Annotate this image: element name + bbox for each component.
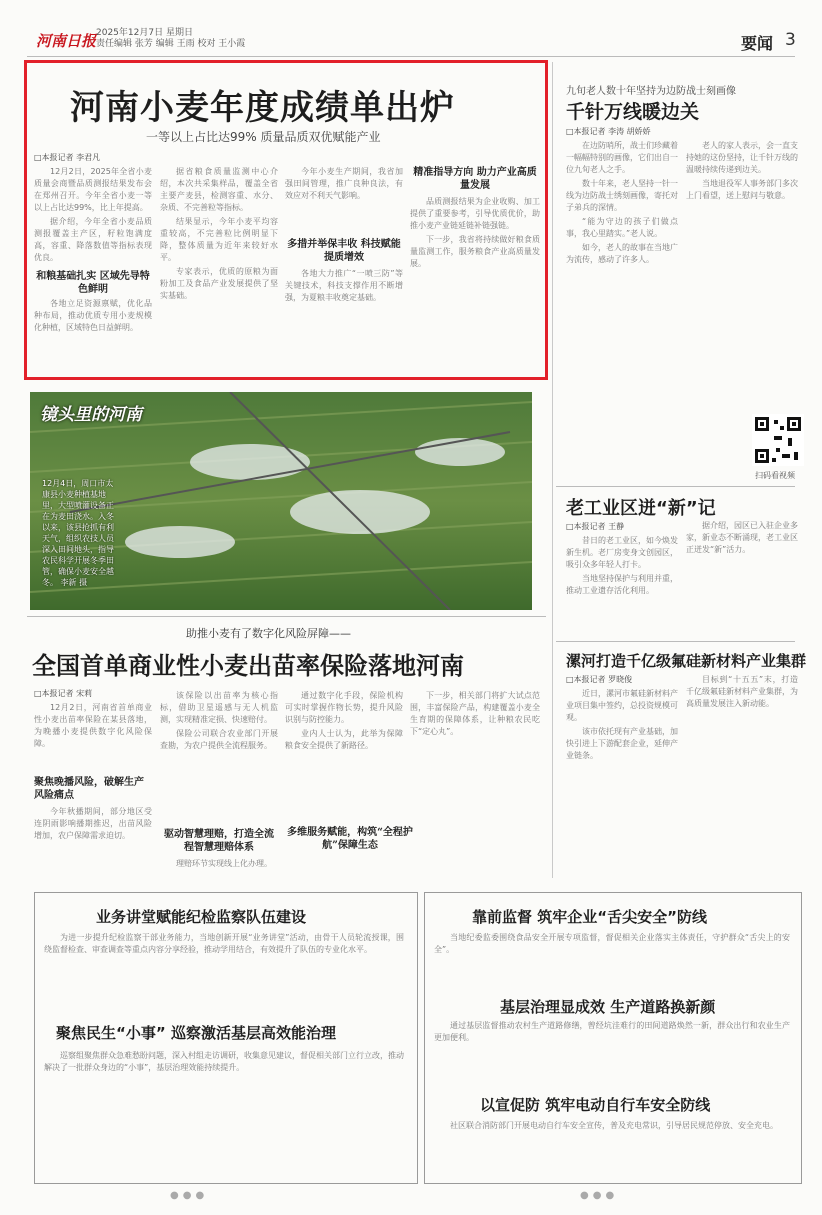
old-industrial-headline[interactable]: 老工业区迸“新”记 xyxy=(566,498,716,519)
column-divider xyxy=(552,62,553,878)
food-safety-headline[interactable]: 靠前监督 筑牢企业“舌尖安全”防线 xyxy=(472,908,707,926)
old-industrial-body-col1: 昔日的老工业区，如今焕发新生机。老厂房变身文创园区，吸引众多年轻人打卡。 当地坚持保护与利用并重，推动工业遗存活化利用。 xyxy=(566,536,678,595)
discipline-body: 为进一步提升纪检监察干部业务能力，当地创新开展“业务讲堂”活动，由骨干人员轮流授课，围绕监督检查、审查调查等重点内容分享经验，推动学用结合，有效提升了队伍的专业化水平。 xyxy=(44,933,404,954)
lead-body-col4: 品质测报结果为企业收购、加工提供了重要参考，引导优质优价，助推小麦产业链延链补链强链。 下一步，我省将持续做好粮食质量监测工作，服务粮食产业高质量发展。 xyxy=(410,197,540,268)
lead-body-col3: 今年小麦生产期间，我省加强田间管理，推广良种良法，有效应对不利天气影响。 xyxy=(285,167,403,200)
ebike-headline[interactable]: 以宣促防 筑牢电动自行车安全防线 xyxy=(480,1096,711,1114)
lead-headline[interactable]: 河南小麦年度成绩单出炉 xyxy=(70,88,455,128)
luohe-headline[interactable]: 漯河打造千亿级氟硅新材料产业集群 xyxy=(566,652,807,670)
photo-column-tag: 镜头里的河南 xyxy=(40,405,142,425)
insurance-body-col1: 12月2日，河南省首单商业性小麦出苗率保险在某县落地，为晚播小麦提供数字化风险保障。 xyxy=(34,703,152,748)
lead-body-col1: 12月2日，2025年全省小麦质量会商暨品质测报结果发布会在郑州召开。今年全省小麦一等以上占比达99%，比上年提高。 据介绍，今年全省小麦品质测报覆盖主产区，籽粒饱满度高，容重、降落数值等指标表现优良。 xyxy=(34,167,152,262)
insurance-byline: □本报记者 宋莉 xyxy=(34,689,93,698)
page-dots-left: ●●● xyxy=(170,1190,209,1201)
date-line: 2025年12月7日 星期日 责任编辑 张芳 编辑 王雨 校对 王小霞 xyxy=(96,28,246,49)
lead-subhead-2: 多措并举保丰收 科技赋能提质增效 xyxy=(287,239,401,263)
newspaper-logo: 河南日报 xyxy=(36,32,97,50)
insurance-kicker: 助推小麦有了数字化风险屏障—— xyxy=(186,627,351,640)
insurance-headline[interactable]: 全国首单商业性小麦出苗率保险落地河南 xyxy=(32,652,464,680)
right-top-headline[interactable]: 千针万线暖边关 xyxy=(566,101,700,123)
insurance-body-col1b: 今年秋播期间，部分地区受连阴雨影响播期推迟，出苗风险增加，农户保障需求迫切。 xyxy=(34,807,152,840)
discipline-headline[interactable]: 业务讲堂赋能纪检监察队伍建设 xyxy=(96,908,307,926)
qr-code[interactable] xyxy=(752,414,804,466)
insurance-body-col2b: 理赔环节实现线上化办理。 xyxy=(176,859,272,868)
photo-caption: 12月4日，周口市太康县小麦种植基地里，大型喷灌设备正在为麦田浇水。入冬以来，该县抢抓有利天气，组织农技人员深入田间地头，指导农民科学开展冬季田管，确保小麦安全越冬。 李新 摄 xyxy=(42,479,114,587)
insurance-subhead-3: 多维服务赋能，构筑“全程护航”保障生态 xyxy=(287,827,413,851)
livelihood-headline[interactable]: 聚焦民生“小事” 巡察激活基层高效能治理 xyxy=(56,1024,336,1042)
right-top-byline: □本报记者 李涛 胡娇娇 xyxy=(566,127,651,136)
insurance-subhead-1: 聚焦晚播风险，破解生产风险痛点 xyxy=(34,777,144,801)
right-rule-1 xyxy=(556,486,795,487)
masthead xyxy=(0,0,822,58)
luohe-body-col2: 目标到“十五五”末，打造千亿级氟硅新材料产业集群，为高质量发展注入新动能。 xyxy=(686,675,798,708)
ebike-body: 社区联合消防部门开展电动自行车安全宣传，普及充电常识，引导居民规范停放、安全充电。 xyxy=(450,1121,778,1130)
lead-subtitle: 一等以上占比达99% 质量品质双优赋能产业 xyxy=(146,130,381,144)
lead-byline: □本报记者 李君凡 xyxy=(34,153,101,162)
photo-bottom-rule xyxy=(27,616,546,617)
insurance-subhead-2: 驱动智慧理赔，打造全流程智慧理赔体系 xyxy=(164,829,274,853)
lead-body-col1b: 各地立足资源禀赋，优化品种布局，推动优质专用小麦规模化种植，区域特色日益鲜明。 xyxy=(34,299,152,332)
food-safety-body: 当地纪委监委围绕食品安全开展专项监督，督促相关企业落实主体责任，守护群众“舌尖上的安全”。 xyxy=(434,933,790,954)
lead-subhead-3: 精准指导方向 助力产业高质量发展 xyxy=(413,167,537,191)
road-safety-body: 通过基层监督推动农村生产道路修缮，曾经坑洼难行的田间道路焕然一新，群众出行和农业生产更加便利。 xyxy=(434,1021,790,1042)
lead-body-col2: 据省粮食质量监测中心介绍，本次共采集样品，覆盖全省主要产麦县，检测容重、水分、杂质、不完善粒等指标。 结果显示，今年小麦平均容重较高，不完善粒比例明显下降，整体质量为近年来较好水平。 专家表示，优质的原粮为面粉加工及食品产业发展提供了坚实基础。 xyxy=(160,167,278,300)
insurance-body-col4: 下一步，相关部门将扩大试点范围，丰富保险产品，构建覆盖小麦全生育期的保障体系，让种粮农民吃下“定心丸”。 xyxy=(410,691,540,736)
right-top-body-col1: 在边防哨所，战士们珍藏着一幅幅特别的画像，它们出自一位九旬老人之手。 数十年来，老人坚持一针一线为边防战士绣刻画像，寄托对子弟兵的深情。 “能为守边的孩子们做点事，我心里踏实。”老人说。 如今，老人的故事在当地广为流传，感动了许多人。 xyxy=(566,141,678,264)
insurance-body-col3: 通过数字化手段，保险机构可实时掌握作物长势，提升风险识别与防控能力。 业内人士认为，此举为保障粮食安全提供了新路径。 xyxy=(285,691,403,750)
insurance-body-col2: 该保险以出苗率为核心指标，借助卫星遥感与无人机监测，实现精准定损、快速赔付。 保险公司联合农业部门开展查勘，为农户提供全流程服务。 xyxy=(160,691,278,750)
page-number: 3 xyxy=(785,30,796,50)
right-rule-2 xyxy=(556,641,795,642)
luohe-byline: □本报记者 罗晓俊 xyxy=(566,675,633,684)
luohe-body-col1: 近日，漯河市氟硅新材料产业项目集中签约，总投资规模可观。 该市依托现有产业基础，加快引进上下游配套企业，延伸产业链条。 xyxy=(566,689,678,760)
lead-body-col3b: 各地大力推广“一喷三防”等关键技术，科技支撑作用不断增强，为夏粮丰收奠定基础。 xyxy=(285,269,403,302)
old-industrial-byline: □本报记者 王静 xyxy=(566,522,625,531)
lead-subhead-1: 和粮基础扎实 区域先导特色鲜明 xyxy=(36,271,150,295)
qr-label: 扫码看视频 xyxy=(755,471,795,480)
livelihood-body: 巡察组聚焦群众急难愁盼问题，深入村组走访调研，收集意见建议，督促相关部门立行立改，推动解决了一批群众身边的“小事”，基层治理效能持续提升。 xyxy=(44,1051,404,1072)
road-safety-headline[interactable]: 基层治理显成效 生产道路换新颜 xyxy=(500,998,716,1016)
masthead-rule xyxy=(27,56,795,57)
right-top-kicker: 九旬老人数十年坚持为边防战士刻画像 xyxy=(566,86,736,97)
section-title: 要闻 xyxy=(741,34,774,53)
right-top-body-col2: 老人的家人表示，会一直支持她的这份坚持，让千针万线的温暖持续传递到边关。 当地退役军人事务部门多次上门看望，送上慰问与敬意。 xyxy=(686,141,798,200)
page-dots-right: ●●● xyxy=(580,1190,619,1201)
old-industrial-body-col2: 据介绍，园区已入驻企业多家，新业态不断涌现，老工业区正迸发“新”活力。 xyxy=(686,521,798,554)
